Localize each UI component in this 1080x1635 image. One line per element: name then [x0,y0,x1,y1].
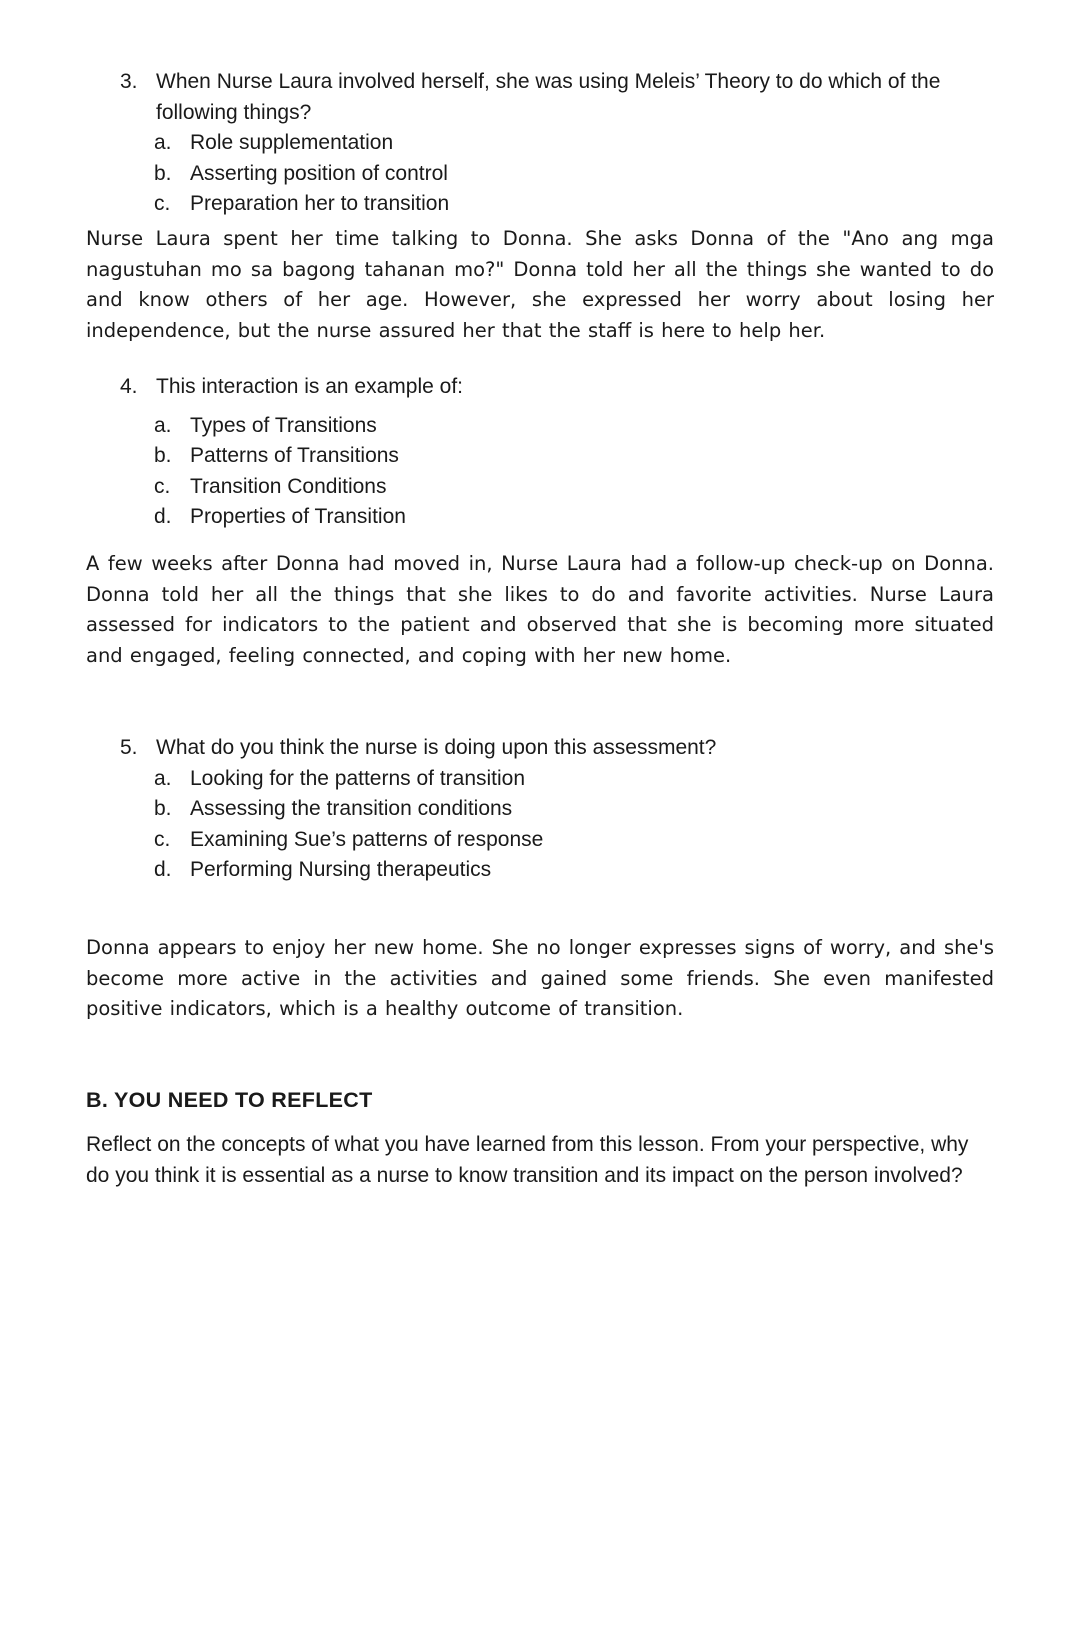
option-letter: a. [154,413,172,437]
option-text: Role supplementation [190,131,394,154]
option-text: Transition Conditions [190,474,387,498]
question-number: 3. [120,70,138,93]
question-4-options [120,411,1000,533]
option-text: Types of Transitions [190,413,377,437]
option-a [120,128,1000,159]
question-text: This interaction is an example of: [156,375,463,398]
option-a [120,411,1000,442]
narrative-paragraph-1: Nurse Laura spent her time talking to Donna. She asks Donna of the "Ano ang mga nagustuhan mo sa bagong tahanan mo?" Donna told her all the things she wanted to do and know others of her age. However, she expressed her worry about losing her independence, but the nurse assured her that the staff is here to help her. [86,227,994,342]
option-d [120,855,1000,886]
option-letter: c. [154,474,171,498]
question-text: When Nurse Laura involved herself, she was using Meleis’ Theory to do which of the following things? [156,70,941,124]
option-c [120,189,1000,220]
option-letter: a. [154,766,172,790]
option-letter: c. [154,192,171,215]
option-text: Asserting position of control [190,161,448,185]
question-4 [120,372,1000,533]
option-text: Preparation her to transition [190,192,450,215]
option-text: Examining Sue’s patterns of response [190,827,544,851]
narrative-paragraph-3: Donna appears to enjoy her new home. She no longer expresses signs of worry, and she's become more active in the activities and gained some friends. She even manifested positive indicators, which is a healthy outcome of transition. [86,936,994,1020]
option-text: Properties of Transition [190,505,406,528]
option-letter: a. [154,131,172,154]
option-letter: b. [154,444,172,467]
option-b [120,441,1000,472]
reflection-prompt: Reflect on the concepts of what you have learned from this lesson. From your perspective, why do you think it is essential as a nurse to know transition and its impact on the person involved? [86,1133,969,1187]
question-number: 4. [120,375,138,398]
question-3-options [120,128,1000,220]
option-c [120,472,1000,503]
option-text: Looking for the patterns of transition [190,766,526,790]
option-c [120,825,1000,856]
option-d [120,502,1000,533]
question-number: 5. [120,736,138,759]
narrative-paragraph-2: A few weeks after Donna had moved in, Nurse Laura had a follow-up check-up on Donna. Donna told her all the things that she likes to do and favorite activities. Nurse Laura assessed for indicators to the patient and observed that she is becoming more situated and engaged, feeling connected, and coping with her new home. [86,552,994,667]
option-letter: c. [154,827,171,851]
option-letter: d. [154,505,172,528]
option-text: Assessing the transition conditions [190,797,513,820]
question-3 [120,67,1000,220]
question-5-options [120,764,1000,886]
question-5 [120,733,1000,886]
option-letter: d. [154,858,172,881]
option-a [120,764,1000,795]
option-letter: b. [154,797,172,820]
option-letter: b. [154,161,172,185]
option-b [120,159,1000,190]
option-text: Patterns of Transitions [190,444,399,467]
question-text: What do you think the nurse is doing upon this assessment? [156,736,717,759]
section-b-heading: B. YOU NEED TO REFLECT [86,1088,373,1112]
option-b [120,794,1000,825]
option-text: Performing Nursing therapeutics [190,858,492,881]
